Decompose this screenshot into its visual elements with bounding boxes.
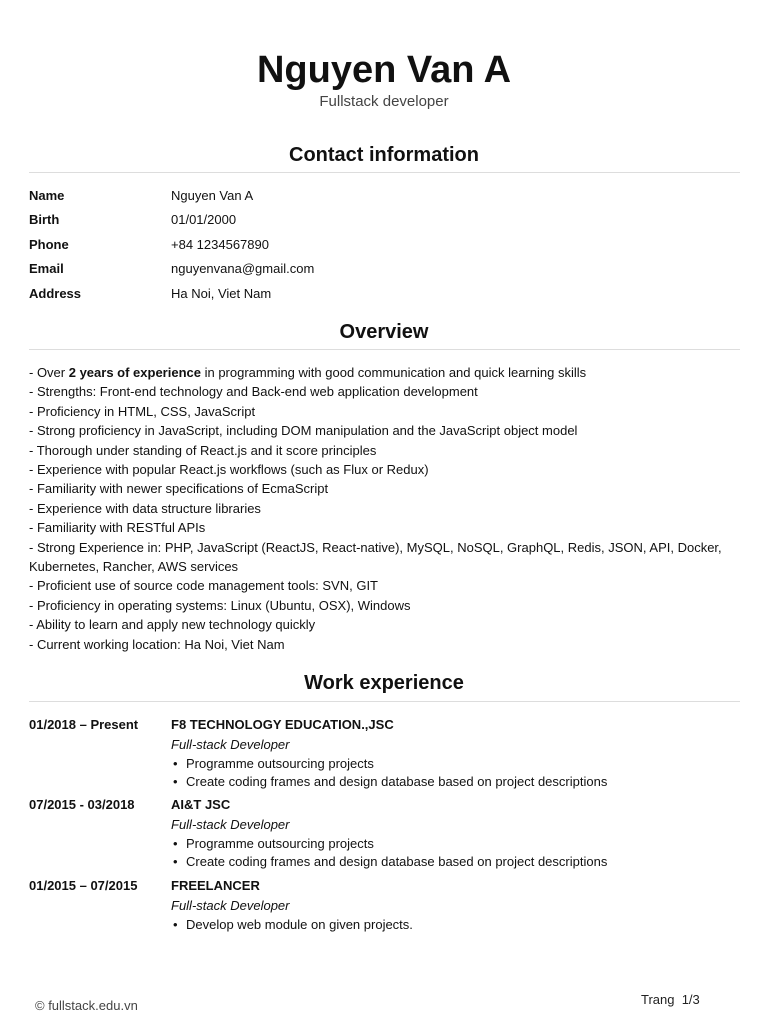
overview-list <box>29 363 740 654</box>
job-details <box>171 795 740 871</box>
job-task-text: Programme outsourcing projects <box>186 836 374 851</box>
overview-text: in programming with good communication and quick learning skills <box>200 365 587 380</box>
contact-label: Name <box>29 188 65 203</box>
bullet-icon: • <box>173 774 178 789</box>
job-task-text: Programme outsourcing projects <box>186 756 374 771</box>
overview-line: - Current working location: Ha Noi, Viet Nam <box>29 636 285 652</box>
job-task <box>171 755 740 773</box>
candidate-role: Fullstack developer <box>319 93 449 110</box>
footer-copyright: © fullstack.edu.vn <box>35 998 138 1013</box>
overview-line <box>29 363 740 382</box>
job-company: FREELANCER <box>171 878 260 893</box>
contact-row-email <box>29 259 740 279</box>
contact-value: 01/01/2000 <box>171 212 237 227</box>
overview-line: - Strengths: Front-end technology and Back-end web application development <box>29 384 478 400</box>
section-divider <box>29 172 740 173</box>
job-task <box>171 916 740 934</box>
work-section-title: Work experience <box>304 672 464 694</box>
overview-line: - Strong proficiency in JavaScript, including DOM manipulation and the JavaScript object model <box>29 423 578 439</box>
overview-line: - Experience with popular React.js workflows (such as Flux or Redux) <box>29 462 429 478</box>
overview-section-title: Overview <box>339 321 429 343</box>
contact-row-address <box>29 284 740 304</box>
job-details <box>171 715 740 791</box>
job-period: 01/2015 – 07/2015 <box>29 878 138 893</box>
bullet-icon: • <box>173 917 178 932</box>
contact-row-phone <box>29 235 740 255</box>
overview-line: - Familiarity with newer specifications of EcmaScript <box>29 481 329 497</box>
contact-label: Birth <box>29 212 60 227</box>
job-task <box>171 835 740 853</box>
job-title: Full-stack Developer <box>171 898 290 913</box>
section-divider <box>29 701 740 702</box>
overview-line: - Ability to learn and apply new technology quickly <box>29 617 316 633</box>
job-title: Full-stack Developer <box>171 737 290 752</box>
job-company: AI&T JSC <box>171 797 231 812</box>
section-divider <box>29 349 740 350</box>
contact-label: Address <box>29 286 82 301</box>
bullet-icon: • <box>173 836 178 851</box>
overview-text: - Over <box>29 365 69 380</box>
contact-value: Ha Noi, Viet Nam <box>171 286 272 301</box>
overview-line: - Proficiency in operating systems: Linux (Ubuntu, OSX), Windows <box>29 597 411 613</box>
overview-line: - Proficiency in HTML, CSS, JavaScript <box>29 403 256 419</box>
overview-line: - Familiarity with RESTful APIs <box>29 520 206 536</box>
contact-value: Nguyen Van A <box>171 188 254 203</box>
job-details <box>171 876 740 934</box>
page-number: Trang 1/3 <box>641 992 700 1007</box>
overview-line: - Strong Experience in: PHP, JavaScript (ReactJS, React-native), MySQL, NoSQL, GraphQL, Redis, JSON, API, Docker, <box>29 539 722 555</box>
overview-line: - Proficient use of source code management tools: SVN, GIT <box>29 578 378 594</box>
contact-label: Phone <box>29 237 69 252</box>
bullet-icon: • <box>173 756 178 771</box>
contact-row-name <box>29 186 740 206</box>
overview-line: Kubernetes, Rancher, AWS services <box>29 559 239 575</box>
candidate-name: Nguyen Van A <box>256 49 512 91</box>
overview-line: - Thorough under standing of React.js and it score principles <box>29 442 377 458</box>
contact-value: +84 1234567890 <box>171 237 269 252</box>
job-task-list <box>171 916 740 934</box>
contact-value: nguyenvana@gmail.com <box>171 261 315 276</box>
overview-highlight: 2 years of experience <box>68 365 201 380</box>
bullet-icon: • <box>173 854 178 869</box>
contact-label: Email <box>29 261 64 276</box>
job-task-list <box>171 755 740 791</box>
job-title: Full-stack Developer <box>171 817 290 832</box>
job-task-text: Develop web module on given projects. <box>186 917 413 932</box>
job-company: F8 TECHNOLOGY EDUCATION.,JSC <box>171 717 394 732</box>
job-task <box>171 773 740 791</box>
overview-line: - Experience with data structure libraries <box>29 500 261 516</box>
contact-section-title: Contact information <box>289 144 479 166</box>
job-period: 07/2015 - 03/2018 <box>29 797 135 812</box>
job-task <box>171 853 740 871</box>
job-task-text: Create coding frames and design database based on project descriptions <box>186 854 608 869</box>
job-period: 01/2018 – Present <box>29 717 139 732</box>
job-task-text: Create coding frames and design database based on project descriptions <box>186 774 608 789</box>
contact-row-birth <box>29 210 740 230</box>
job-task-list <box>171 835 740 871</box>
